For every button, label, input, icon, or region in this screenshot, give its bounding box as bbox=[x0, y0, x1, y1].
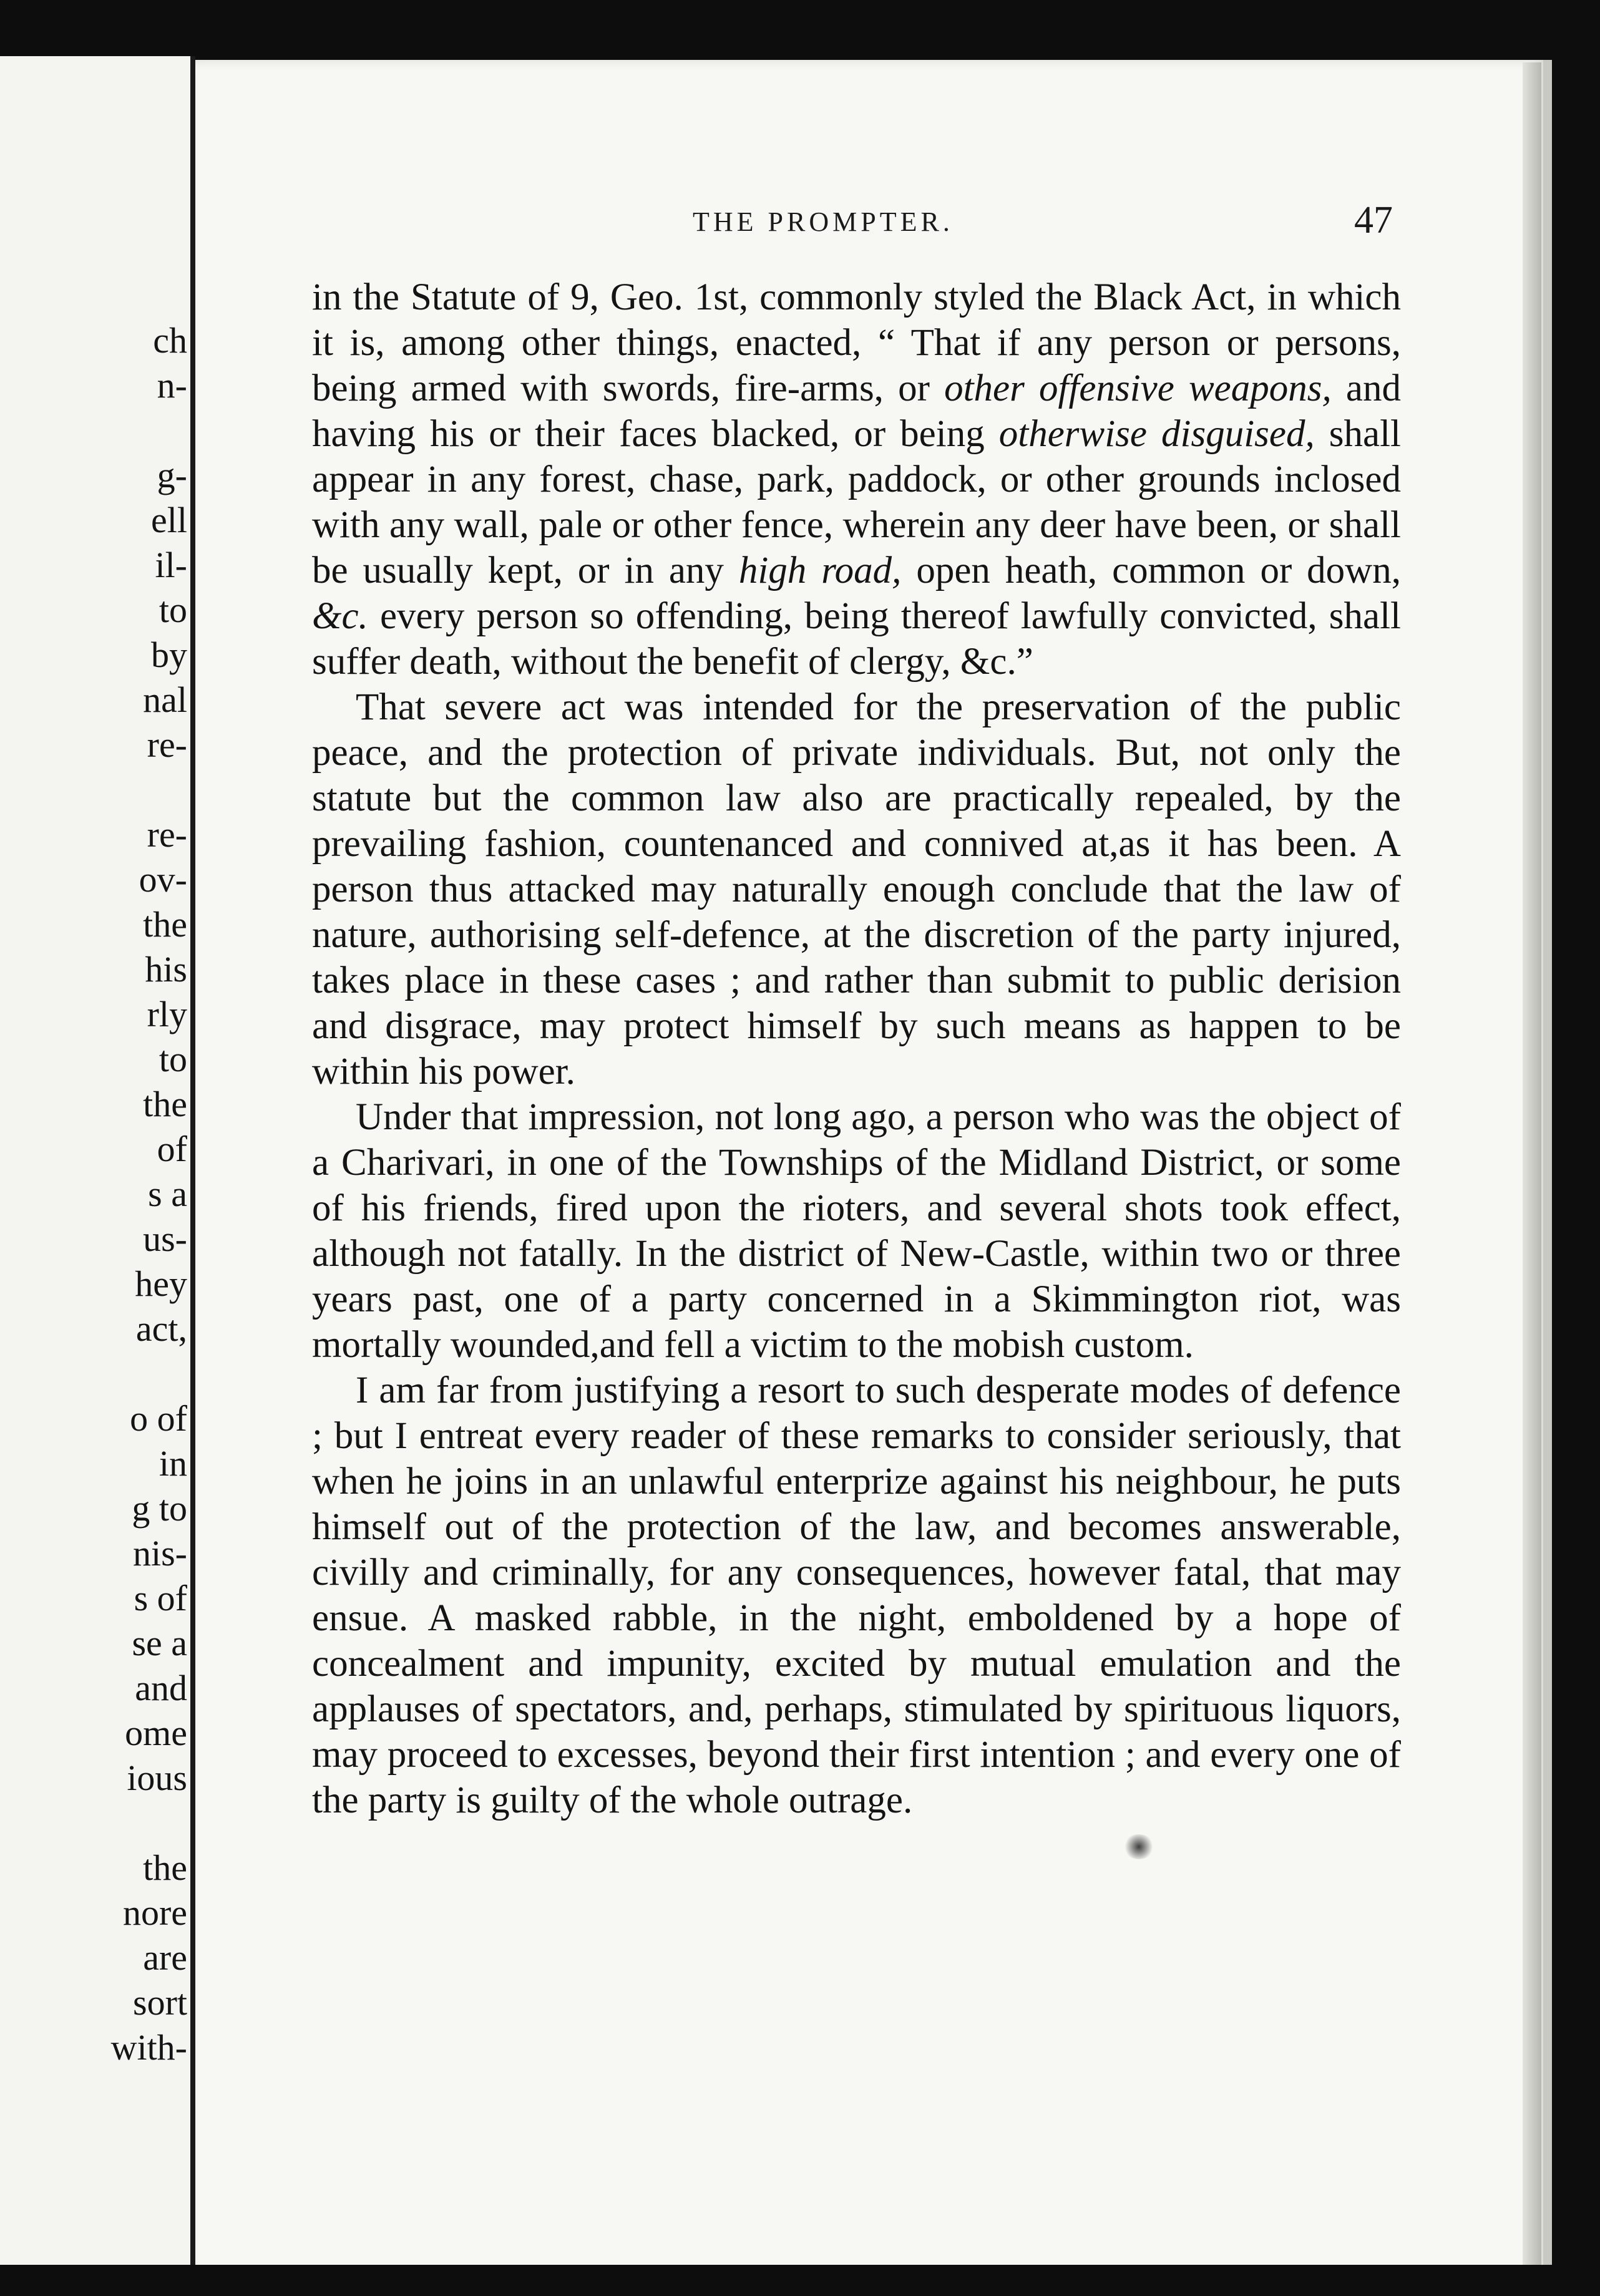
left-page-fragment: in bbox=[159, 1443, 187, 1484]
left-page bbox=[0, 56, 190, 2277]
paragraph-1-text-b: and having his or their faces blacked, or being bbox=[312, 367, 1401, 455]
left-page-fragment: sort bbox=[133, 1982, 187, 2023]
scan-border bbox=[0, 2265, 1600, 2296]
left-page-fragment: with- bbox=[110, 2027, 187, 2068]
left-page-fragment: ome bbox=[125, 1713, 187, 1753]
left-page-fragment: nore bbox=[122, 1892, 187, 1933]
left-page-fragment: n- bbox=[157, 365, 187, 406]
running-title: THE PROMPTER. bbox=[693, 207, 954, 237]
left-page-fragment: se a bbox=[132, 1623, 187, 1663]
paragraph-2: That severe act was intended for the preservation of the public peace, and the protection of private individuals. But, not only the statute but the common law also are practically repealed, by the prevailing fashion, countenanced and connived at,as it has been. A person thus attacked may naturally enough conclude that the law of nature, authorising self-defence, at the discretion of the party injured, takes place in these cases ; and rather than submit to public derision and disgrace, may protect himself by such means as happen to be within his power. bbox=[312, 686, 1401, 1092]
paragraph-1-italic-1: other offensive weapons, bbox=[944, 367, 1332, 409]
page-edge bbox=[1523, 62, 1541, 2271]
left-page-fragment: il- bbox=[155, 545, 187, 585]
left-page-fragment: o of bbox=[130, 1398, 187, 1439]
left-page-fragment: re- bbox=[147, 814, 187, 855]
left-page-fragment: hey bbox=[135, 1263, 187, 1304]
left-page-fragment: are bbox=[143, 1937, 187, 1978]
paragraph-3: Under that impression, not long ago, a person who was the object of a Charivari, in one of the Townships of the Midland District, or some of his friends, fired upon the rioters, and several shots took effect, although not fatally. In the district of New-Castle, within two or three years past, one of a party concerned in a Skimmington riot, was mortally wounded,and fell a victim to the mobish custom. bbox=[312, 1096, 1401, 1366]
left-page-fragment: the bbox=[143, 1084, 187, 1124]
left-page-fragment: s a bbox=[148, 1174, 187, 1214]
left-page-fragment: rly bbox=[147, 994, 187, 1034]
left-page-fragment: ious bbox=[127, 1758, 187, 1798]
left-page-fragment: g- bbox=[157, 455, 187, 495]
left-page-fragment bbox=[0, 408, 187, 453]
left-page-fragment: ov- bbox=[139, 859, 187, 900]
book-gutter bbox=[190, 56, 195, 2277]
left-page-fragment bbox=[0, 1801, 187, 1846]
left-page-fragment: the bbox=[143, 1847, 187, 1888]
left-page-fragment: nis- bbox=[133, 1533, 187, 1574]
paragraph-4: I am far from justifying a resort to such desperate modes of defence ; but I entreat every reader of these remarks to consider seriously, that when he joins in an unlawful enterprize against his neighbour, he puts himself out of the protection of the law, and becomes answerable, civilly and criminally, for any consequences, however fatal, that may ensue. A masked rabble, in the night, emboldened by a hope of concealment and impunity, excited by mutual emulation and the applauses of spectators, and, perhaps, stimulated by spirituous liquors, may proceed to excesses, beyond their first intention ; and every one of the party is guilty of the whole outrage. bbox=[312, 1369, 1401, 1821]
left-page-fragment: of bbox=[157, 1129, 187, 1169]
left-page-fragment: re- bbox=[147, 724, 187, 765]
ink-smudge bbox=[1123, 1834, 1154, 1859]
left-page-fragment: to bbox=[159, 1039, 187, 1079]
left-page-fragment: act, bbox=[135, 1308, 187, 1349]
left-page-fragment: nal bbox=[143, 679, 187, 720]
paragraph-1-text-c: shall appear in any forest, chase, park, paddock, or other grounds inclosed with any wall, pale or other fence, wherein any deer have been, or shall be usually kept, or in any bbox=[312, 413, 1401, 591]
left-page-fragment: the bbox=[143, 904, 187, 945]
left-page-fragment: his bbox=[145, 949, 187, 990]
left-page-fragment: ch bbox=[153, 320, 187, 361]
paragraph-1-text-d: open heath, common or down, bbox=[901, 550, 1401, 591]
left-page-fragment: to bbox=[159, 590, 187, 630]
left-page-fragment: s of bbox=[134, 1578, 187, 1618]
paragraph-1-text-a: in the Statute of 9, Geo. 1st, commonly styled the Black Act, in which it is, among other things, enacted, “ That if any person or persons, being armed with swords, fire-arms, or bbox=[312, 276, 1401, 409]
paragraph-1-italic-2: otherwise disguised, bbox=[998, 413, 1315, 455]
left-page-fragment: g to bbox=[132, 1488, 187, 1529]
page-number: 47 bbox=[1354, 199, 1393, 241]
body-text bbox=[312, 275, 1401, 1823]
left-page-fragment bbox=[0, 1351, 187, 1396]
paragraph-1-italic-3: high road, bbox=[738, 550, 902, 591]
paragraph-1-text-e: every person so offending, being thereof lawfully convicted, shall suffer death, without the benefit of clergy, &c.” bbox=[312, 595, 1401, 683]
paragraph-1-italic-4: &c. bbox=[312, 595, 368, 637]
left-page-fragment: and bbox=[135, 1668, 187, 1708]
left-page-fragment: us- bbox=[143, 1219, 187, 1259]
left-page-fragment: by bbox=[151, 635, 187, 675]
left-page-fragment: ell bbox=[151, 500, 187, 540]
left-page-fragments bbox=[0, 318, 187, 2070]
left-page-fragment bbox=[0, 767, 187, 812]
paragraph-1 bbox=[312, 275, 1401, 684]
